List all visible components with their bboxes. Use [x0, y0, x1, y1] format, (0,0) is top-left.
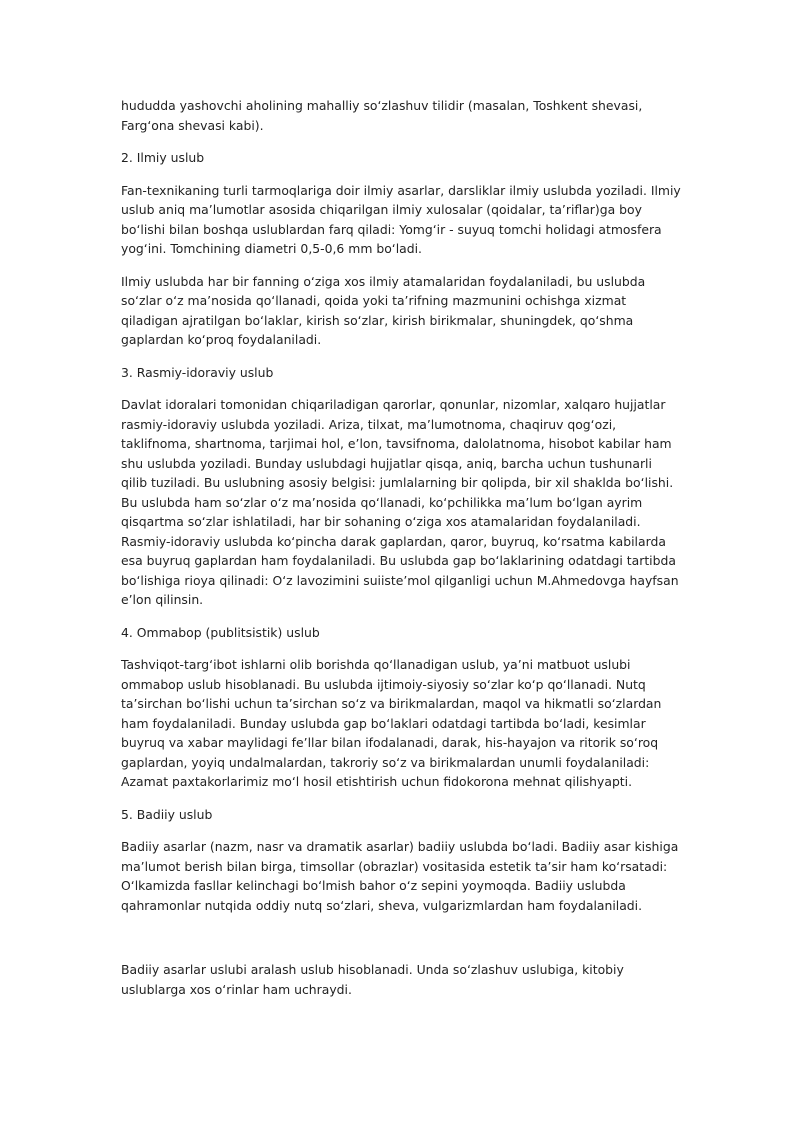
paragraph-rasmiy-idoraviy: Davlat idoralari tomonidan chiqariladigan qarorlar, qonunlar, nizomlar, xalqaro hujjatlar rasmiy-idoraviy uslubda yoziladi. Ariza, tilxat, ma’lumotnoma, chaqiruv qog‘ozi, taklifnoma, shartnoma, tarjimai hol, e’lon, tavsifnoma, dalolatnoma, hisobot kabilar ham shu uslubda yoziladi. Bunday uslubdagi hujjatlar qisqa, aniq, barcha uchun tushunarli qilib tuziladi. Bu uslubning asosiy belgisi: jumlalarning bir qolipda, bir xil shaklda bo‘lishi. Bu uslubda ham so‘zlar o‘z ma’nosida qo‘llanadi, ko‘pchilikka ma’lum bo‘lgan ayrim qisqartma so‘zlar ishlatiladi, har bir sohaning o‘ziga xos atamalaridan foydalaniladi. Rasmiy-idoraviy uslubda ko‘pincha darak gaplardan, qaror, buyruq, ko‘rsatma kabilarda esa buyruq gaplardan ham foydalaniladi. Bu uslubda gap bo‘laklarining odatdagi tartibda bo‘lishiga rioya qilinadi: O‘z lavozimini suiiste’mol qilganligi uchun M.Ahmedovga hayfsan e’lon qilinsin.: [121, 397, 679, 607]
blank-space: [121, 928, 681, 960]
paragraph-ommabop: Tashviqot-targ‘ibot ishlarni olib borishda qo‘llanadigan uslub, ya’ni matbuot uslubi ommabop uslub hisoblanadi. Bu uslubda ijtimoiy-siyosiy so‘zlar ko‘p qo‘llanadi. Nutq ta’sirchan bo‘lishi uchun ta’sirchan so‘z va birikmalardan, maqol va hikmatli so‘zlardan ham foydalaniladi. Bunday uslubda gap bo‘laklari odatdagi tartibda bo‘ladi, kesimlar buyruq va xabar maylidagi fe’llar bilan ifodalanadi, darak, his-hayajon va ritorik so‘roq gaplardan, yoyiq undalmalardan, takroriy so‘z va birikmalardan unumli foydalaniladi: Azamat paxtakorlarimiz mo‘l hosil etishtirish uchun fidokorona mehnat qilishyapti.: [121, 657, 662, 789]
paragraph-intro: hududda yashovchi aholining mahalliy so‘zlashuv tilidir (masalan, Toshkent shevasi, Farg‘ona shevasi kabi).: [121, 98, 643, 133]
heading-ilmiy-uslub: 2. Ilmiy uslub: [121, 150, 205, 165]
document-page: [121, 96, 681, 1012]
paragraph-ilmiy-2: Ilmiy uslubda har bir fanning o‘ziga xos ilmiy atamalaridan foydalaniladi, bu uslubda so‘zlar o‘z ma’nosida qo‘llanadi, qoida yoki ta’rifning mazmunini ochishga xizmat qiladigan ajratilgan bo‘laklar, kirish so‘zlar, kirish birikmalar, shuningdek, qo‘shma gaplardan ko‘proq foydalaniladi.: [121, 273, 646, 347]
heading-ommabop-uslub: 4. Ommabop (publitsistik) uslub: [121, 624, 320, 640]
heading-badiiy-uslub: 5. Badiiy uslub: [121, 806, 213, 822]
paragraph-badiiy-2: Badiiy asarlar uslubi aralash uslub hisoblanadi. Unda so‘zlashuv uslubiga, kitobiy uslublarga xos o‘rinlar ham uchraydi.: [121, 962, 624, 997]
paragraph-badiiy-1: Badiiy asarlar (nazm, nasr va dramatik asarlar) badiiy uslubda bo‘ladi. Badiiy asar kishiga ma’lumot berish bilan birga, timsollar (obrazlar) vositasida estetik ta’sir ham ko‘rsatadi: O‘lkamizda fasllar kelinchagi bo‘lmish bahor o‘z sepini yoymoqda. Badiiy uslubda qahramonlar nutqida oddiy nutq so‘zlari, sheva, vulgarizmlardan ham foydalaniladi.: [121, 839, 679, 913]
paragraph-ilmiy-1: Fan-texnikaning turli tarmoqlariga doir ilmiy asarlar, darsliklar ilmiy uslubda yoziladi. Ilmiy uslub aniq ma’lumotlar asosida chiqarilgan ilmiy xulosalar (qoidalar, ta’riflar)ga boy bo‘lishi bilan boshqa uslublardan farq qiladi: Yomg‘ir - suyuq tomchi holidagi atmosfera yog‘ini. Tomchining diametri 0,5-0,6 mm bo‘ladi.: [121, 182, 681, 256]
heading-rasmiy-idoraviy-uslub: 3. Rasmiy-idoraviy uslub: [121, 364, 274, 380]
